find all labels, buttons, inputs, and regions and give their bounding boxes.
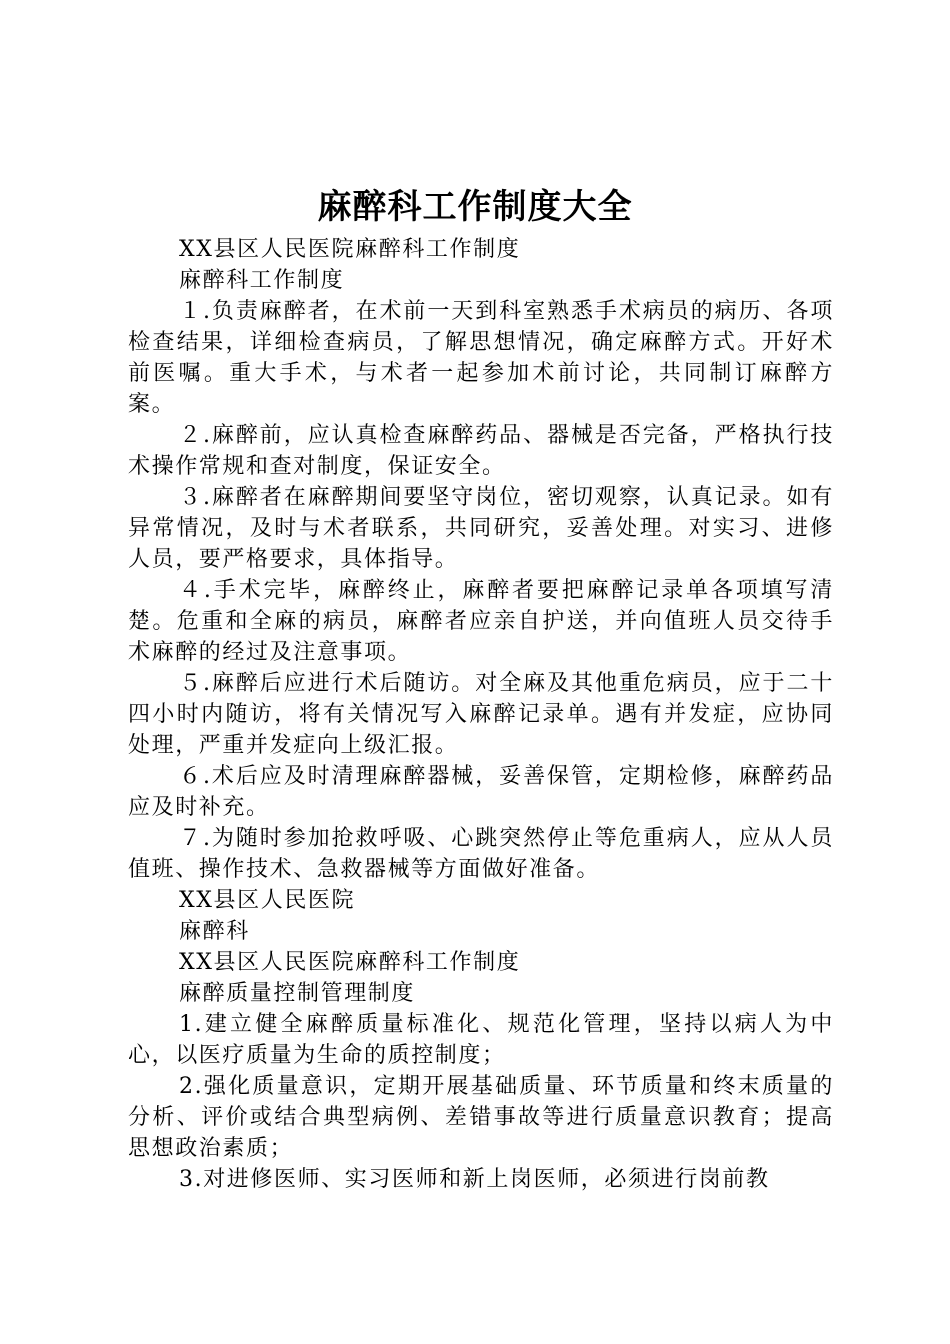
paragraph: ６.术后应及时清理麻醉器械，妥善保管，定期检修，麻醉药品应及时补充。	[128, 764, 834, 820]
paragraph: ４.手术完毕，麻醉终止，麻醉者要把麻醉记录单各项填写清楚。危重和全麻的病员，麻醉者应亲自护送，并向值班人员交待手术麻醉的经过及注意事项。	[128, 578, 834, 665]
paragraph: XX县区人民医院麻醉科工作制度	[179, 237, 521, 262]
document-body	[128, 234, 834, 1195]
paragraph: 3.对进修医师、实习医师和新上岗医师，必须进行岗前教	[179, 1167, 770, 1192]
paragraph: ５.麻醉后应进行术后随访。对全麻及其他重危病员，应于二十四小时内随访，将有关情况写入麻醉记录单。遇有并发症，应协同处理，严重并发症向上级汇报。	[128, 671, 834, 758]
paragraph: XX县区人民医院麻醉科工作制度	[179, 950, 521, 975]
paragraph: 麻醉科工作制度	[179, 268, 345, 293]
paragraph: 麻醉科	[179, 919, 250, 944]
paragraph: ２.麻醉前，应认真检查麻醉药品、器械是否完备，严格执行技术操作常规和查对制度，保证安全。	[128, 423, 834, 479]
document-title: 麻醉科工作制度大全	[317, 187, 633, 227]
paragraph: 1.建立健全麻醉质量标准化、规范化管理，坚持以病人为中心，以医疗质量为生命的质控制度；	[128, 1012, 834, 1068]
paragraph: １.负责麻醉者，在术前一天到科室熟悉手术病员的病历、各项检查结果，详细检查病员，了解思想情况，确定麻醉方式。开好术前医嘱。重大手术，与术者一起参加术前讨论，共同制订麻醉方案。	[128, 299, 834, 417]
paragraph: XX县区人民医院	[179, 888, 356, 913]
paragraph: ３.麻醉者在麻醉期间要坚守岗位，密切观察，认真记录。如有异常情况，及时与术者联系，共同研究，妥善处理。对实习、进修人员，要严格要求，具体指导。	[128, 485, 834, 572]
paragraph: 2.强化质量意识，定期开展基础质量、环节质量和终末质量的分析、评价或结合典型病例、差错事故等进行质量意识教育；提高思想政治素质；	[128, 1074, 834, 1161]
paragraph: 麻醉质量控制管理制度	[179, 981, 416, 1006]
paragraph: ７.为随时参加抢救呼吸、心跳突然停止等危重病人，应从人员值班、操作技术、急救器械等方面做好准备。	[128, 826, 834, 882]
